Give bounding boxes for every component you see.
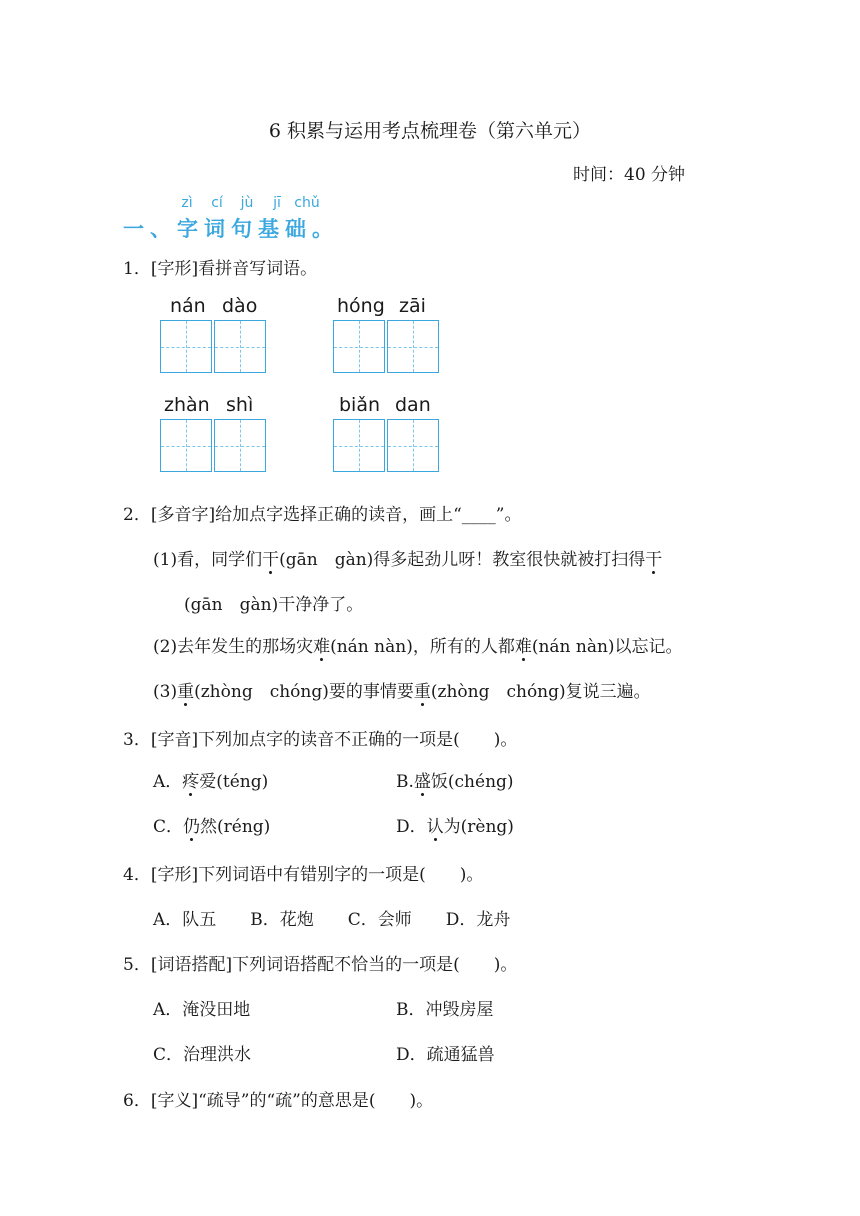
pinyin-ju: jù	[240, 195, 254, 211]
q4-options[interactable]: A．队五 B．花炮 C．会师 D．龙舟	[153, 910, 511, 930]
word-box-1	[160, 295, 270, 375]
section-pinyin	[172, 195, 322, 211]
dotted-char: 干	[645, 545, 662, 570]
q3-option-d[interactable]: D．认为(rèng)	[396, 812, 514, 837]
q3-option-b[interactable]: B.盛饭(chéng)	[396, 767, 514, 792]
pinyin-3a: zhàn	[164, 394, 210, 416]
pinyin-2b: zāi	[399, 295, 426, 317]
pinyin-2a: hóng	[337, 295, 385, 317]
dotted-char: 重	[414, 677, 431, 702]
dotted-char: 仍	[183, 812, 200, 837]
pinyin-4a: biǎn	[339, 394, 381, 416]
time-limit: 时间：40 分钟	[573, 165, 686, 185]
question-6-stem: 6．[字义]“疏导”的“疏”的意思是( )。	[123, 1091, 434, 1111]
word-box-4	[333, 394, 443, 474]
dotted-char: 盛	[414, 767, 431, 792]
writing-cell[interactable]	[333, 419, 385, 472]
writing-cell[interactable]	[387, 419, 439, 472]
question-2-stem: 2．[多音字]给加点字选择正确的读音，画上“____”。	[123, 505, 522, 525]
writing-cell[interactable]	[214, 320, 266, 373]
q2-sentence-1-cont: (gān gàn)干净净了。	[184, 595, 364, 615]
pinyin-ji: jī	[273, 195, 281, 211]
writing-cell[interactable]	[214, 419, 266, 472]
q5-option-b[interactable]: B．冲毁房屋	[396, 1000, 494, 1020]
writing-cell[interactable]	[333, 320, 385, 373]
dotted-char: 难	[515, 632, 532, 657]
pinyin-zi: zì	[181, 195, 193, 211]
pinyin-1b: dào	[222, 295, 258, 317]
q5-option-c[interactable]: C．治理洪水	[153, 1045, 252, 1065]
q2-sentence-1: (1)看，同学们干(gān gàn)得多起劲儿呀！教室很快就被打扫得干	[153, 545, 662, 570]
question-3-stem: 3．[字音]下列加点字的读音不正确的一项是( )。	[123, 730, 518, 750]
pinyin-ci: cí	[211, 195, 223, 211]
pinyin-chu: chǔ	[294, 195, 320, 211]
q5-option-d[interactable]: D．疏通猛兽	[396, 1045, 495, 1065]
pinyin-3b: shì	[226, 394, 254, 416]
word-box-3	[160, 394, 270, 474]
question-5-stem: 5．[词语搭配]下列词语搭配不恰当的一项是( )。	[123, 955, 518, 975]
section-heading: 一、字词句基础。	[123, 217, 339, 241]
pinyin-1a: nán	[170, 295, 206, 317]
page-title: 6 积累与运用考点梳理卷（第六单元）	[268, 120, 592, 142]
dotted-char: 干	[262, 545, 279, 570]
q2-sentence-3: (3)重(zhòng chóng)要的事情要重(zhòng chóng)复说三遍。	[153, 677, 651, 702]
q5-option-a[interactable]: A．淹没田地	[153, 1000, 251, 1020]
dotted-char: 重	[177, 677, 194, 702]
question-1-stem: 1．[字形]看拼音写词语。	[123, 259, 318, 279]
q3-option-c[interactable]: C．仍然(réng)	[153, 812, 270, 837]
writing-cell[interactable]	[160, 320, 212, 373]
dotted-char: 认	[427, 812, 444, 837]
writing-cell[interactable]	[387, 320, 439, 373]
dotted-char: 难	[313, 632, 330, 657]
question-4-stem: 4．[字形]下列词语中有错别字的一项是( )。	[123, 865, 484, 885]
q2-sentence-2: (2)去年发生的那场灾难(nán nàn)，所有的人都难(nán nàn)以忘记。	[153, 632, 683, 657]
dotted-char: 疼	[182, 767, 199, 792]
writing-cell[interactable]	[160, 419, 212, 472]
q3-option-a[interactable]: A．疼爱(téng)	[153, 767, 268, 792]
word-box-2	[333, 295, 443, 375]
pinyin-4b: dan	[395, 394, 431, 416]
